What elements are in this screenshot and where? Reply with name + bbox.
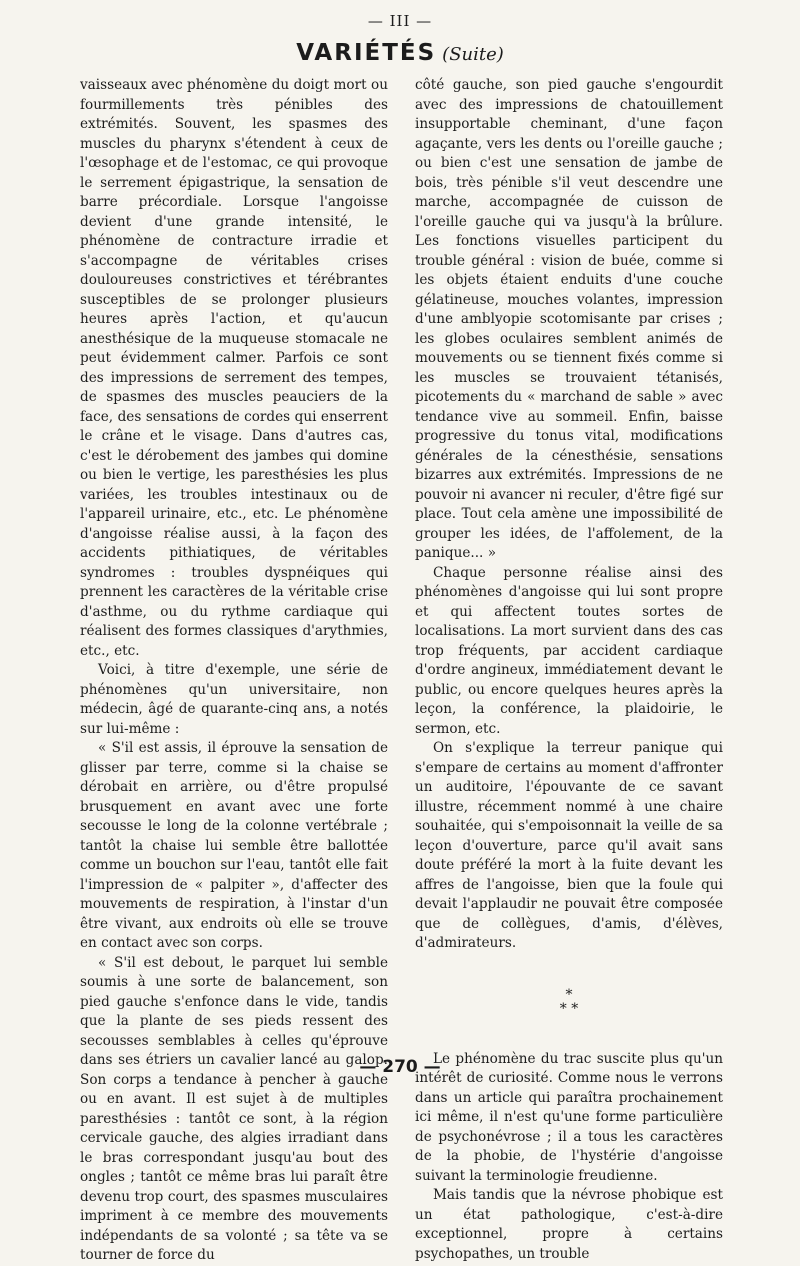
asterism-separator [415, 988, 723, 1016]
paragraph: Le phénomène du trac suscite plus qu'un intérêt de curiosité. Comme nous le verrons dans un article qui paraîtra prochainement ici même, il n'est qu'une forme particulière de psychonévrose ; il a tous les caractères de la phobie, de l'hystérie d'angoisse suivant la terminologie freudienne. [415, 1050, 723, 1184]
paragraph: On s'explique la terreur panique qui s'empare de certains au moment d'affronter un auditoire, l'épouvante de ce savant illustre, récemment nommé à une chaire souhaitée, qui s'empoisonnait la veille de sa leçon d'ouverture, parce qu'il avait sans doute préféré la mort à la fuite devant les affres de l'angoisse, bien que la foule qui devait l'applaudir ne pouvait être composée que de collègues, d'amis, d'élèves, d'admirateurs. [415, 740, 723, 951]
page-header [0, 40, 800, 66]
asterism-top: * [565, 986, 573, 1003]
section-subtitle: (Suite) [442, 44, 504, 65]
paragraph: vaisseaux avec phénomène du doigt mort ou fourmillements très pénibles des extrémités. Souvent, les spasmes des muscles du pharynx s'étendent à ceux de l'œsophage et de l'estomac, ce qui provoque le serrement épigastrique, la sensation de barre précordiale. Lorsque l'angoisse devient d'une grande intensité, le phénomène de contracture irradie et s'accompagne de véritables crises douloureuses constrictives et térébrantes susceptibles de se prolonger plusieurs heures après l'action, et qu'aucun anesthésique de la muqueuse stomacale ne peut évidemment calmer. Parfois ce sont des impressions de serrement des tempes, de spasmes des muscles peauciers de la face, des sensations de cordes qui enserrent le crâne et le visage. Dans d'autres cas, c'est le dérobement des jambes qui domine ou bien le vertige, les paresthésies les plus variées, les troubles intestinaux ou de l'appareil urinaire, etc., etc. Le phénomène d'angoisse réalise aussi, à la façon des accidents pithiatiques, de véritables syndromes : troubles dyspnéiques qui prennent les caractères de la véritable crise d'asthme, ou du rythme cardiaque qui réalisent des formes classiques d'arythmies, etc., etc. [80, 77, 388, 659]
paragraph: côté gauche, son pied gauche s'engourdit avec des impressions de chatouillement insupportable cheminant, d'une façon agaçante, vers les dents ou l'oreille gauche ; ou bien c'est une sensation de jambe de bois, très pénible s'il veut descendre une marche, accompagnée de cuisson de l'oreille gauche qui va jusqu'à la brûlure. Les fonctions visuelles participent du trouble général : vision de buée, comme si les objets étaient enduits d'une couche gélatineuse, mouches volantes, impression d'une amblyopie scotomisante par crises ; les globes oculaires semblent animés de mouvements ou se tiennent fixés comme si les muscles se trouvaient tétanisés, picotements du « marchand de sable » avec tendance vive au sommeil. Enfin, baisse progressive du tonus vital, modifications générales de la cénesthésie, sensations bizarres aux extrémités. Impressions de ne pouvoir ni avancer ni reculer, d'être figé sur place. Tout cela amène une impossibilité de grouper les idées, de l'affolement, de la panique... » [415, 77, 723, 561]
asterism-bottom: * * [559, 1000, 579, 1017]
folio: — III — [367, 12, 433, 30]
paragraph: Voici, à titre d'exemple, une série de phénomènes qu'un universitaire, non médecin, âgé de quarante-cinq ans, a notés sur lui-même : [80, 662, 388, 737]
section-title: VARIÉTÉS [296, 40, 437, 66]
left-column [80, 76, 388, 1266]
paragraph: Mais tandis que la névrose phobique est un état pathologique, c'est-à-dire exceptionnel, propre à certains psychopathes, un trouble [415, 1187, 723, 1262]
paragraph: « S'il est debout, le parquet lui semble soumis à une sorte de balancement, son pied gauche s'enfonce dans le vide, tandis que la plante de ses pieds ressent des secousses semblables à celles qu'éprouve dans ses étriers un cavalier lancé au galop. Son corps a tendance à pencher à gauche ou en avant. Il est sujet à de multiples paresthésies : tantôt ce sont, à la région cervicale gauche, des algies irradiant dans le bras correspondant jusqu'au bout des ongles ; tantôt ce même bras lui paraît être devenu trop court, des spasmes musculaires impriment à ce membre des mouvements indépendants de sa volonté ; sa tête va se tourner de force du [80, 954, 388, 1263]
paragraph: « S'il est assis, il éprouve la sensation de glisser par terre, comme si la chaise se dérobait en arrière, ou d'être propulsé brusquement en avant avec une forte secousse le long de la colonne vertébrale ; tantôt la chaise lui semble être ballottée comme un bouchon sur l'eau, tantôt elle fait l'impression de « palpiter », d'affecter des mouvements de respiration, à l'instar d'un être vivant, aux endroits où elle se trouve en contact avec son corps. [80, 740, 388, 951]
paragraph: Chaque personne réalise ainsi des phénomènes d'angoisse qui lui sont propre et qui affectent toutes sortes de localisations. La mort survient dans des cas trop fréquents, par accident cardiaque d'ordre angineux, immédiatement devant le public, ou encore quelques heures après la leçon, la conférence, la plaidoirie, le sermon, etc. [415, 564, 723, 737]
right-column [415, 76, 723, 1264]
page-number: — 270 — [359, 1057, 441, 1077]
